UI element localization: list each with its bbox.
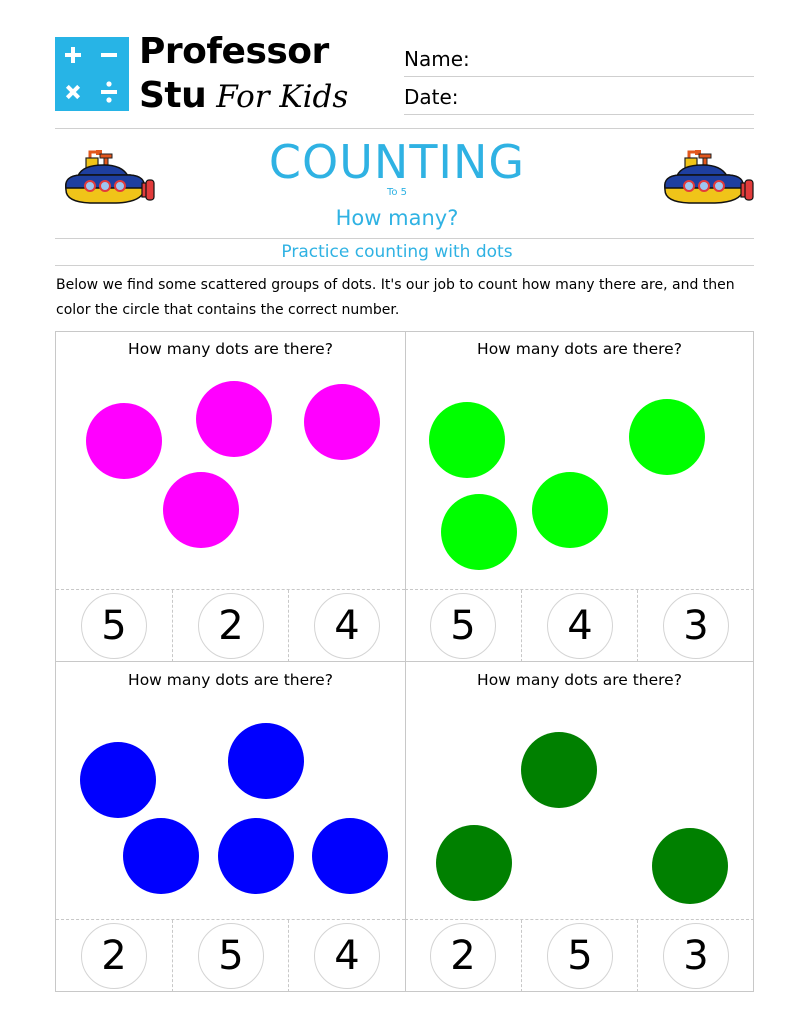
answer-option[interactable]: 2 bbox=[198, 593, 264, 659]
answer-cell bbox=[405, 920, 521, 992]
instructions-text: Below we find some scattered groups of dots. It's our job to count how many there are, and then color the circle that contains the correct number. bbox=[56, 277, 735, 318]
answer-cell bbox=[405, 590, 521, 662]
answer-option[interactable]: 5 bbox=[198, 923, 264, 989]
answer-row bbox=[56, 919, 405, 991]
question-text: How many dots are there? bbox=[128, 340, 333, 358]
answer-option[interactable]: 2 bbox=[430, 923, 496, 989]
question-text: How many dots are there? bbox=[477, 671, 682, 689]
answer-cell bbox=[521, 920, 637, 992]
brand-name-bold: Stu bbox=[139, 75, 207, 116]
date-field[interactable]: Date: bbox=[404, 84, 754, 115]
answer-cell bbox=[637, 590, 753, 662]
brand-name-line1: Professor bbox=[139, 31, 329, 72]
practice-heading: Practice counting with dots bbox=[281, 242, 513, 262]
dot bbox=[218, 818, 294, 894]
answer-option[interactable]: 3 bbox=[663, 923, 729, 989]
dot bbox=[429, 402, 505, 478]
dot bbox=[123, 818, 199, 894]
divider bbox=[55, 128, 754, 129]
brand-name-script: For Kids bbox=[216, 79, 349, 115]
divider bbox=[55, 238, 754, 239]
answer-row bbox=[405, 919, 754, 991]
dot bbox=[436, 825, 512, 901]
brand-name-line2 bbox=[139, 74, 348, 119]
title-subscript: To 5 bbox=[386, 187, 408, 198]
answer-option[interactable]: 5 bbox=[430, 593, 496, 659]
answer-row bbox=[56, 589, 405, 661]
answer-row bbox=[405, 589, 754, 661]
answer-cell bbox=[172, 920, 288, 992]
dot bbox=[532, 472, 608, 548]
dot bbox=[312, 818, 388, 894]
question-text: How many dots are there? bbox=[128, 671, 333, 689]
dot bbox=[441, 494, 517, 570]
dot bbox=[304, 384, 380, 460]
answer-cell bbox=[521, 590, 637, 662]
answer-cell bbox=[637, 920, 753, 992]
answer-cell bbox=[56, 590, 172, 662]
divider bbox=[55, 265, 754, 266]
page-title: COUNTING bbox=[268, 135, 526, 189]
answer-option[interactable]: 4 bbox=[314, 923, 380, 989]
answer-option[interactable]: 5 bbox=[547, 923, 613, 989]
dot bbox=[652, 828, 728, 904]
answer-cell bbox=[56, 920, 172, 992]
answer-option[interactable]: 2 bbox=[81, 923, 147, 989]
question-text: How many dots are there? bbox=[477, 340, 682, 358]
dot bbox=[521, 732, 597, 808]
dot bbox=[228, 723, 304, 799]
math-symbols-icon bbox=[55, 37, 129, 111]
answer-option[interactable]: 4 bbox=[314, 593, 380, 659]
answer-option[interactable]: 4 bbox=[547, 593, 613, 659]
page-subtitle: How many? bbox=[335, 206, 459, 230]
dot bbox=[86, 403, 162, 479]
answer-option[interactable]: 3 bbox=[663, 593, 729, 659]
answer-cell bbox=[288, 590, 404, 662]
dot bbox=[80, 742, 156, 818]
dot bbox=[629, 399, 705, 475]
name-field[interactable]: Name: bbox=[404, 46, 754, 77]
answer-cell bbox=[172, 590, 288, 662]
answer-option[interactable]: 5 bbox=[81, 593, 147, 659]
dot bbox=[163, 472, 239, 548]
answer-cell bbox=[288, 920, 404, 992]
dot bbox=[196, 381, 272, 457]
math-symbols-logo bbox=[55, 37, 129, 111]
